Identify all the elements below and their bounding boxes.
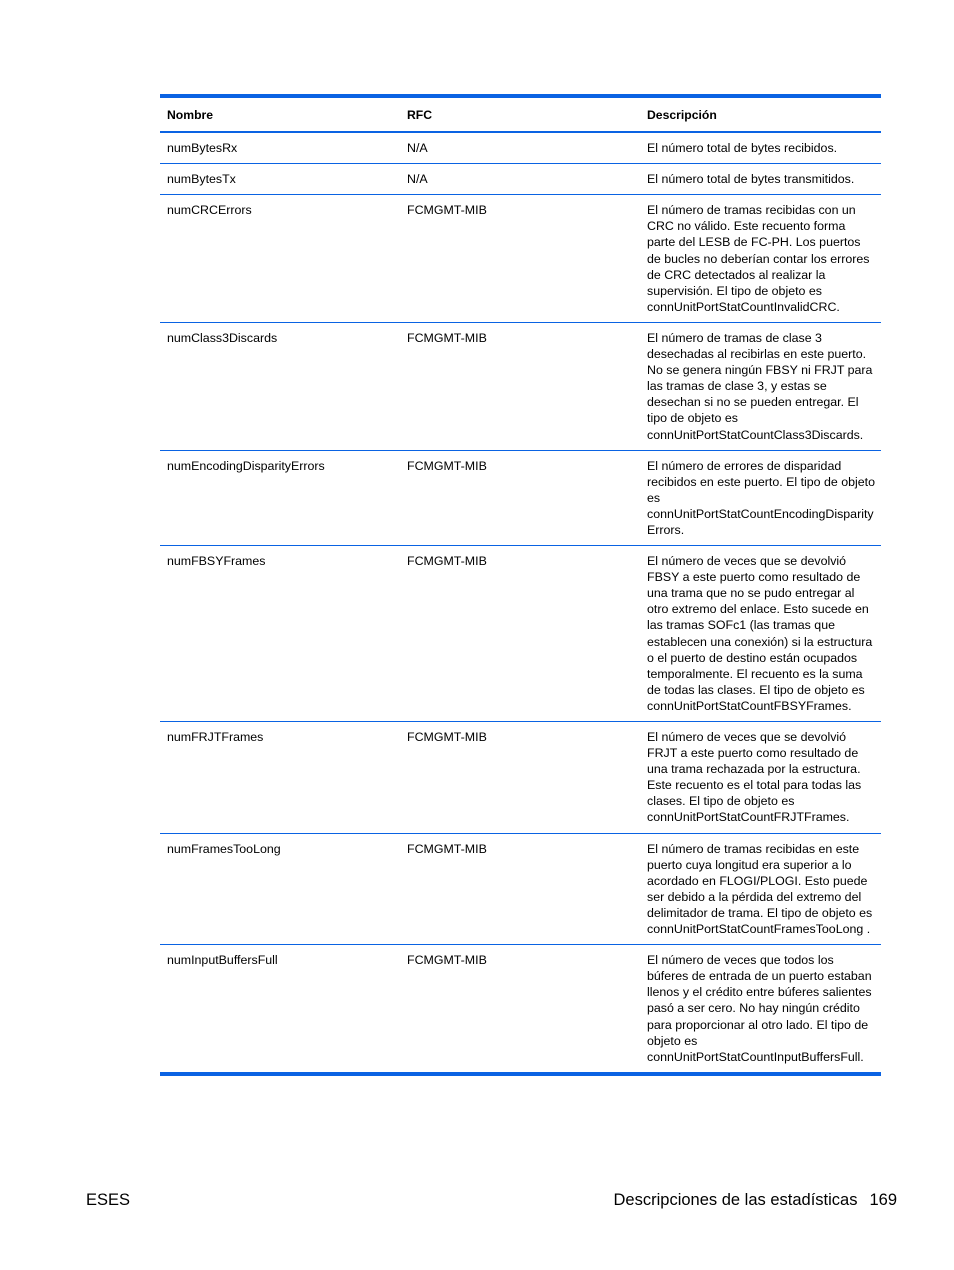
page-number: 169 bbox=[869, 1191, 897, 1209]
cell-nombre: numFramesTooLong bbox=[167, 841, 281, 856]
cell-descripcion: El número total de bytes transmitidos. bbox=[647, 172, 855, 187]
cell-nombre: numBytesRx bbox=[167, 141, 238, 156]
cell-descripcion: El número de veces que se devolvió FRJT a este puerto como resultado de una trama rechazada por la estructura. Este recuento es el total para todas las clases. El tipo de objeto es connUnitPortStatCountFRJTFrames. bbox=[647, 730, 862, 825]
cell-nombre: numFBSYFrames bbox=[167, 554, 266, 569]
table-header-row bbox=[160, 98, 881, 133]
header-descripcion: Descripción bbox=[647, 108, 717, 122]
cell-nombre: numFRJTFrames bbox=[167, 730, 264, 744]
cell-descripcion: El número de tramas recibidas en este puerto cuya longitud era superior a lo acordado en FLOGI/PLOGI. Esto puede ser debido a la pérdida del extremo del delimitador de trama. El tipo de objeto es connUnitPortStatCountFramesTooLong . bbox=[647, 841, 873, 937]
cell-rfc: FCMGMT-MIB bbox=[407, 554, 487, 569]
cell-descripcion: El número de tramas de clase 3 desechadas al recibirlas en este puerto. No se genera ningún FBSY ni FRJT para las tramas de clase 3, y estas se desechan si no se pueden entregar. El tipo de objeto es connUnitPortStatCountClass3Discards. bbox=[647, 330, 873, 442]
table-row bbox=[160, 945, 881, 1072]
footer-locale: ESES bbox=[86, 1191, 131, 1209]
header-rfc: RFC bbox=[407, 108, 433, 122]
table-row bbox=[160, 834, 881, 946]
cell-descripcion: El número de veces que se devolvió FBSY a este puerto como resultado de una trama que no se pudo entregar al otro extremo del enlace. Esto sucede en las tramas SOFc1 (las tramas que establecen una conexión) si la estructura o el puerto de destino están ocupados temporalmente. El recuento es la suma de todas las clases. El tipo de objeto es connUnitPortStatCountFBSYFrames. bbox=[647, 554, 873, 713]
table-row bbox=[160, 164, 881, 195]
table-row bbox=[160, 323, 881, 451]
table-row bbox=[160, 546, 881, 722]
cell-rfc: FCMGMT-MIB bbox=[407, 730, 487, 744]
statistics-table bbox=[160, 94, 881, 1076]
table-row bbox=[160, 133, 881, 164]
cell-rfc: FCMGMT-MIB bbox=[407, 203, 487, 218]
cell-nombre: numBytesTx bbox=[167, 172, 236, 187]
cell-descripcion: El número de errores de disparidad recibidos en este puerto. El tipo de objeto es connUnitPortStatCountEncodingDisparityErrors. bbox=[647, 458, 875, 537]
footer-page-info bbox=[614, 1191, 897, 1210]
cell-nombre: numClass3Discards bbox=[167, 330, 278, 345]
cell-nombre: numInputBuffersFull bbox=[167, 953, 278, 968]
cell-descripcion: El número de tramas recibidas con un CRC no válido. Este recuento forma parte del LESB de FC-PH. Los puertos de bucles no deberían contar los errores de CRC detectados al realizar la supervisión. El tipo de objeto es connUnitPortStatCountInvalidCRC. bbox=[647, 203, 870, 314]
table-body bbox=[160, 133, 881, 1072]
cell-descripcion: El número de veces que todos los búferes de entrada de un puerto estaban llenos y el crédito entre búferes salientes pasó a ser cero. No hay ningún crédito para proporcionar al otro lado. El tipo de objeto es connUnitPortStatCountInputBuffersFull. bbox=[647, 953, 872, 1064]
header-nombre: Nombre bbox=[167, 108, 214, 122]
cell-nombre: numEncodingDisparityErrors bbox=[167, 458, 325, 473]
cell-rfc: FCMGMT-MIB bbox=[407, 458, 487, 473]
table-row bbox=[160, 722, 881, 834]
table-row bbox=[160, 451, 881, 546]
cell-rfc: FCMGMT-MIB bbox=[407, 841, 487, 856]
footer-section-title: Descripciones de las estadísticas bbox=[613, 1191, 858, 1209]
cell-rfc: FCMGMT-MIB bbox=[407, 953, 487, 968]
cell-rfc: FCMGMT-MIB bbox=[407, 330, 487, 345]
cell-nombre: numCRCErrors bbox=[167, 203, 252, 218]
cell-descripcion: El número total de bytes recibidos. bbox=[647, 141, 838, 156]
table-row bbox=[160, 195, 881, 323]
cell-rfc: N/A bbox=[407, 141, 428, 156]
cell-rfc: N/A bbox=[407, 172, 428, 187]
